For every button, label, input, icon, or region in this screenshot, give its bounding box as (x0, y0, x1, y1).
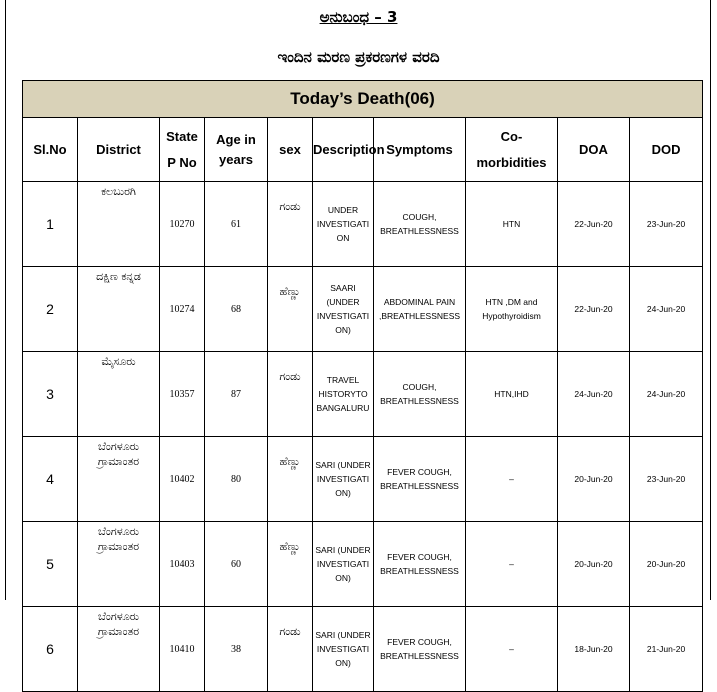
cell-description: TRAVEL HISTORYTO BANGALURU (313, 352, 374, 437)
cell-symptoms: FEVER COUGH, BREATHLESSNESS (374, 437, 466, 522)
cell-state-p-no: 10402 (160, 437, 205, 522)
cell-doa: 24-Jun-20 (558, 352, 630, 437)
header-doa: DOA (558, 118, 630, 182)
cell-district: ಬೆಂಗಳೂರು ಗ್ರಾಮಾಂತರ (78, 607, 160, 692)
table-banner: Today’s Death(06) (23, 81, 703, 118)
header-symptoms: Symptoms (374, 118, 466, 182)
cell-slno: 4 (23, 437, 78, 522)
page-edge-right (710, 0, 711, 600)
cell-slno: 3 (23, 352, 78, 437)
annex-title: ಅನುಬಂಧ – 3 (319, 8, 398, 26)
cell-symptoms: COUGH, BREATHLESSNESS (374, 352, 466, 437)
cell-state-p-no: 10357 (160, 352, 205, 437)
cell-state-p-no: 10270 (160, 182, 205, 267)
page-edge-left (5, 0, 6, 600)
cell-district: ದಕ್ಷಿಣ ಕನ್ನಡ (78, 267, 160, 352)
cell-age: 87 (205, 352, 268, 437)
banner-row (23, 81, 703, 118)
cell-comorbidities: – (466, 437, 558, 522)
cell-slno: 2 (23, 267, 78, 352)
cell-sex: ಗಂಡು (268, 607, 313, 692)
cell-comorbidities: HTN,IHD (466, 352, 558, 437)
cell-doa: 18-Jun-20 (558, 607, 630, 692)
cell-dod: 21-Jun-20 (630, 607, 703, 692)
cell-doa: 20-Jun-20 (558, 437, 630, 522)
header-description: Description (313, 118, 374, 182)
cell-comorbidities: – (466, 607, 558, 692)
cell-dod: 24-Jun-20 (630, 267, 703, 352)
cell-age: 80 (205, 437, 268, 522)
table-row (23, 437, 703, 522)
table-row (23, 607, 703, 692)
cell-sex: ಗಂಡು (268, 182, 313, 267)
cell-symptoms: ABDOMINAL PAIN ,BREATHLESSNESS (374, 267, 466, 352)
table-row (23, 182, 703, 267)
cell-doa: 20-Jun-20 (558, 522, 630, 607)
cell-dod: 23-Jun-20 (630, 182, 703, 267)
cell-age: 68 (205, 267, 268, 352)
report-title: ಇಂದಿನ ಮರಣ ಪ್ರಕರಣಗಳ ವರದಿ (277, 48, 440, 66)
deaths-table (22, 80, 703, 692)
header-slno: Sl.No (23, 118, 78, 182)
cell-slno: 5 (23, 522, 78, 607)
header-sex: sex (268, 118, 313, 182)
cell-sex: ಹೆಣ್ಣು (268, 267, 313, 352)
cell-description: SAARI (UNDER INVESTIGATI ON) (313, 267, 374, 352)
cell-dod: 23-Jun-20 (630, 437, 703, 522)
table-row (23, 522, 703, 607)
table-row (23, 352, 703, 437)
cell-description: UNDER INVESTIGATI ON (313, 182, 374, 267)
cell-description: SARI (UNDER INVESTIGATI ON) (313, 607, 374, 692)
header-age: Age in years (205, 118, 268, 182)
cell-age: 60 (205, 522, 268, 607)
cell-doa: 22-Jun-20 (558, 182, 630, 267)
cell-district: ಮೈಸೂರು (78, 352, 160, 437)
cell-slno: 1 (23, 182, 78, 267)
cell-doa: 22-Jun-20 (558, 267, 630, 352)
cell-dod: 20-Jun-20 (630, 522, 703, 607)
header-district: District (78, 118, 160, 182)
cell-description: SARI (UNDER INVESTIGATI ON) (313, 437, 374, 522)
cell-symptoms: FEVER COUGH, BREATHLESSNESS (374, 522, 466, 607)
cell-age: 38 (205, 607, 268, 692)
cell-state-p-no: 10410 (160, 607, 205, 692)
cell-slno: 6 (23, 607, 78, 692)
cell-symptoms: COUGH, BREATHLESSNESS (374, 182, 466, 267)
header-state-p-no: State P No (160, 118, 205, 182)
cell-state-p-no: 10274 (160, 267, 205, 352)
cell-district: ಬೆಂಗಳೂರು ಗ್ರಾಮಾಂತರ (78, 522, 160, 607)
cell-sex: ಹೆಣ್ಣು (268, 522, 313, 607)
cell-district: ಕಲಬುರಗಿ (78, 182, 160, 267)
cell-symptoms: FEVER COUGH, BREATHLESSNESS (374, 607, 466, 692)
header-dod: DOD (630, 118, 703, 182)
cell-district: ಬೆಂಗಳೂರು ಗ್ರಾಮಾಂತರ (78, 437, 160, 522)
cell-comorbidities: – (466, 522, 558, 607)
cell-state-p-no: 10403 (160, 522, 205, 607)
cell-age: 61 (205, 182, 268, 267)
cell-dod: 24-Jun-20 (630, 352, 703, 437)
cell-description: SARI (UNDER INVESTIGATI ON) (313, 522, 374, 607)
cell-comorbidities: HTN ,DM and Hypothyroidism (466, 267, 558, 352)
header-comorbidities: Co-morbidities (466, 118, 558, 182)
header-row (23, 118, 703, 182)
table-row (23, 267, 703, 352)
cell-comorbidities: HTN (466, 182, 558, 267)
cell-sex: ಹೆಣ್ಣು (268, 437, 313, 522)
cell-sex: ಗಂಡು (268, 352, 313, 437)
